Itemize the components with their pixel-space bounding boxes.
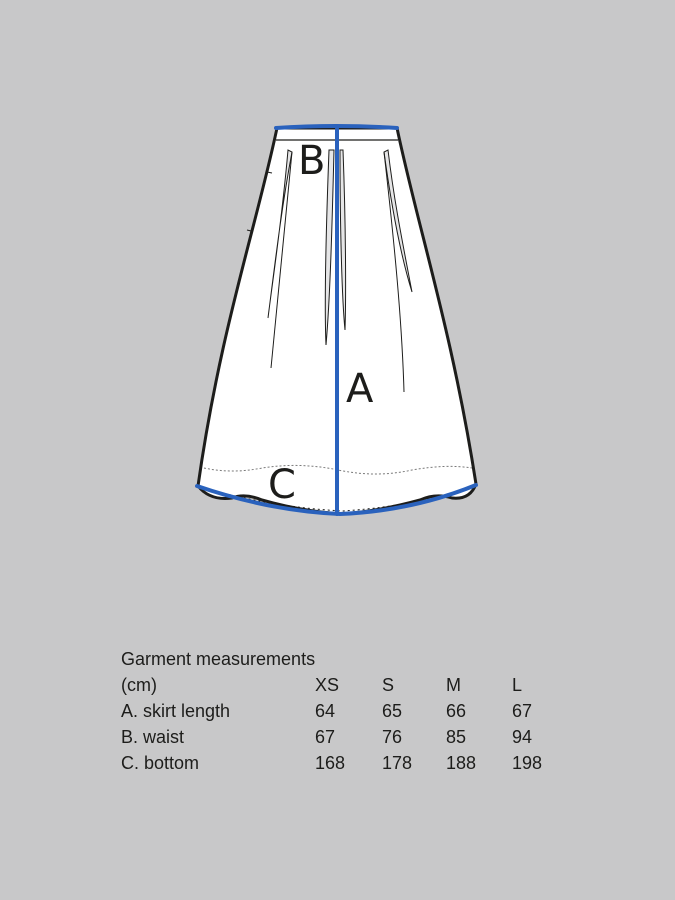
unit-label: (cm) <box>121 675 157 695</box>
table-cell: 64 <box>315 701 336 721</box>
table-row <box>121 724 581 750</box>
table-header-row <box>121 672 581 698</box>
table-cell: 65 <box>382 701 403 721</box>
size-s: S <box>382 675 395 695</box>
size-xs: XS <box>315 675 340 695</box>
measurements-table <box>121 646 581 776</box>
table-title-row <box>121 646 581 672</box>
table-cell: 67 <box>315 727 336 747</box>
table-cell: 76 <box>382 727 403 747</box>
size-l: L <box>512 675 523 695</box>
label-a: A <box>346 366 374 412</box>
table-cell: 188 <box>446 753 477 773</box>
table-cell: 85 <box>446 727 467 747</box>
side-tick <box>247 230 251 231</box>
table-row <box>121 750 581 776</box>
row-label: C. bottom <box>121 753 200 773</box>
table-cell: 198 <box>512 753 543 773</box>
label-c: C <box>268 462 296 508</box>
table-cell: 178 <box>382 753 413 773</box>
table-title: Garment measurements <box>121 649 316 669</box>
size-m: M <box>446 675 461 695</box>
row-label: A. skirt length <box>121 701 231 721</box>
table-cell: 67 <box>512 701 533 721</box>
label-b: B <box>298 138 326 184</box>
table-cell: 66 <box>446 701 467 721</box>
table-cell: 168 <box>315 753 346 773</box>
row-label: B. waist <box>121 727 185 747</box>
table-cell: 94 <box>512 727 533 747</box>
table-row <box>121 698 581 724</box>
